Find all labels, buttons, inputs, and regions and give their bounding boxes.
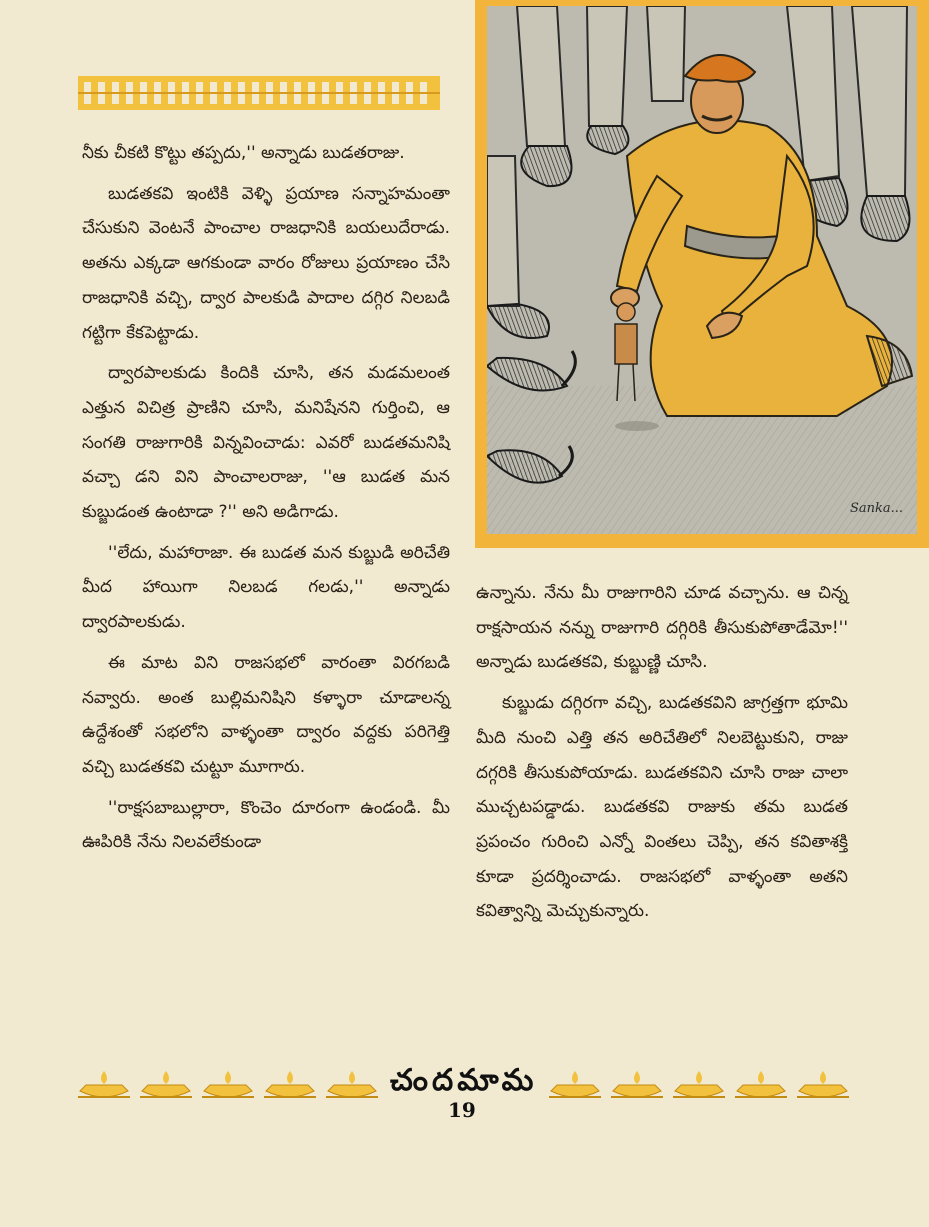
oil-lamp-icon — [797, 1067, 849, 1101]
oil-lamp-icon — [264, 1067, 316, 1101]
paragraph: నీకు చీకటి కొట్టు తప్పదు,'' అన్నాడు బుడతరాజు. — [82, 143, 405, 163]
oil-lamp-icon — [735, 1067, 787, 1101]
paragraph: ''లేదు, మహారాజా. ఈ బుడత మన కుబ్జుడి అరిచేతి మీద హాయిగా నిలబడ గలడు,'' అన్నాడు ద్వారపాలకుడు. — [82, 542, 450, 633]
paragraph: ఉన్నాను. నేను మీ రాజుగారిని చూడ వచ్చాను. ఆ చిన్న రాక్షసాయన నన్ను రాజుగారి దగ్గిరికి తీసుకుపోతాడేమో!'' అన్నాడు బుడతకవి, కుబ్జుణ్ణి చూసి. — [476, 583, 848, 673]
artist-signature: Sanka... — [849, 501, 903, 516]
paragraph: ఈ మాట విని రాజసభలో వారంతా విరగబడి నవ్వారు. అంత బుల్లిమనిషిని కళ్ళారా చూడాలన్న ఉద్దేశంతో సభలోని వాళ్ళంతా ద్వారం వద్దకు పరిగెత్తి వచ్చి బుడతకవి చుట్టూ మూగారు. — [82, 652, 450, 777]
left-text-column — [82, 136, 450, 866]
oil-lamp-icon — [202, 1067, 254, 1101]
oil-lamp-icon — [326, 1067, 378, 1101]
oil-lamp-icon — [673, 1067, 725, 1101]
ornamental-border — [78, 76, 440, 110]
story-illustration — [487, 6, 917, 534]
page-number: 19 — [448, 1098, 476, 1122]
paragraph: ద్వారపాలకుడు కిందికి చూసి, తన మడమలంత ఎత్తున విచిత్ర ప్రాణిని చూసి, మనిషేనని గుర్తించి, ఆ సంగతి రాజుగారికి విన్నవించాడు: ఎవరో బుడతమనిషి వచ్చా డని విని పాంచాలరాజు, ''ఆ బుడత మన కుబ్జుడంత ఉంటాడా ?'' అని అడిగాడు. — [82, 363, 450, 523]
oil-lamp-icon — [611, 1067, 663, 1101]
paragraph: కుబ్జుడు దగ్గిరగా వచ్చి, బుడతకవిని జాగ్రత్తగా భూమి మీది నుంచి ఎత్తి తన అరిచేతిలో నిలబెట్టుకుని, రాజు దగ్గరికి తీసుకుపోయాడు. బుడతకవిని చూసి రాజు చాలా ముచ్చటపడ్డాడు. బుడతకవి రాజుకు తమ బుడత ప్రపంచం గురించి ఎన్నో వింతలు చెప్పి, తన కవితాశక్తి కూడా ప్రదర్శించాడు. రాజసభలో వాళ్ళంతా అతని కవిత్వాన్ని మెచ్చుకున్నారు. — [476, 693, 848, 922]
paragraph: ''రాక్షసబాబుల్లారా, కొంచెం దూరంగా ఉండండి. మీ ఊపిరికి నేను నిలవలేకుండా — [82, 797, 450, 853]
illustration-frame — [475, 0, 929, 548]
magazine-title: చందమామ — [390, 1063, 538, 1098]
oil-lamp-icon — [78, 1067, 130, 1101]
lamp-row-right — [549, 1067, 849, 1101]
oil-lamp-icon — [549, 1067, 601, 1101]
paragraph: బుడతకవి ఇంటికి వెళ్ళి ప్రయాణ సన్నాహమంతా చేసుకుని వెంటనే పాంచాల రాజధానికి బయలుదేరాడు. అతను ఎక్కడా ఆగకుండా వారం రోజులు ప్రయాణం చేసి రాజధానికి వచ్చి, ద్వార పాలకుడి పాదాల దగ్గిర నిలబడి గట్టిగా కేకపెట్టాడు. — [82, 183, 450, 343]
oil-lamp-icon — [140, 1067, 192, 1101]
right-text-column — [476, 576, 848, 935]
lamp-row-left — [78, 1067, 378, 1101]
